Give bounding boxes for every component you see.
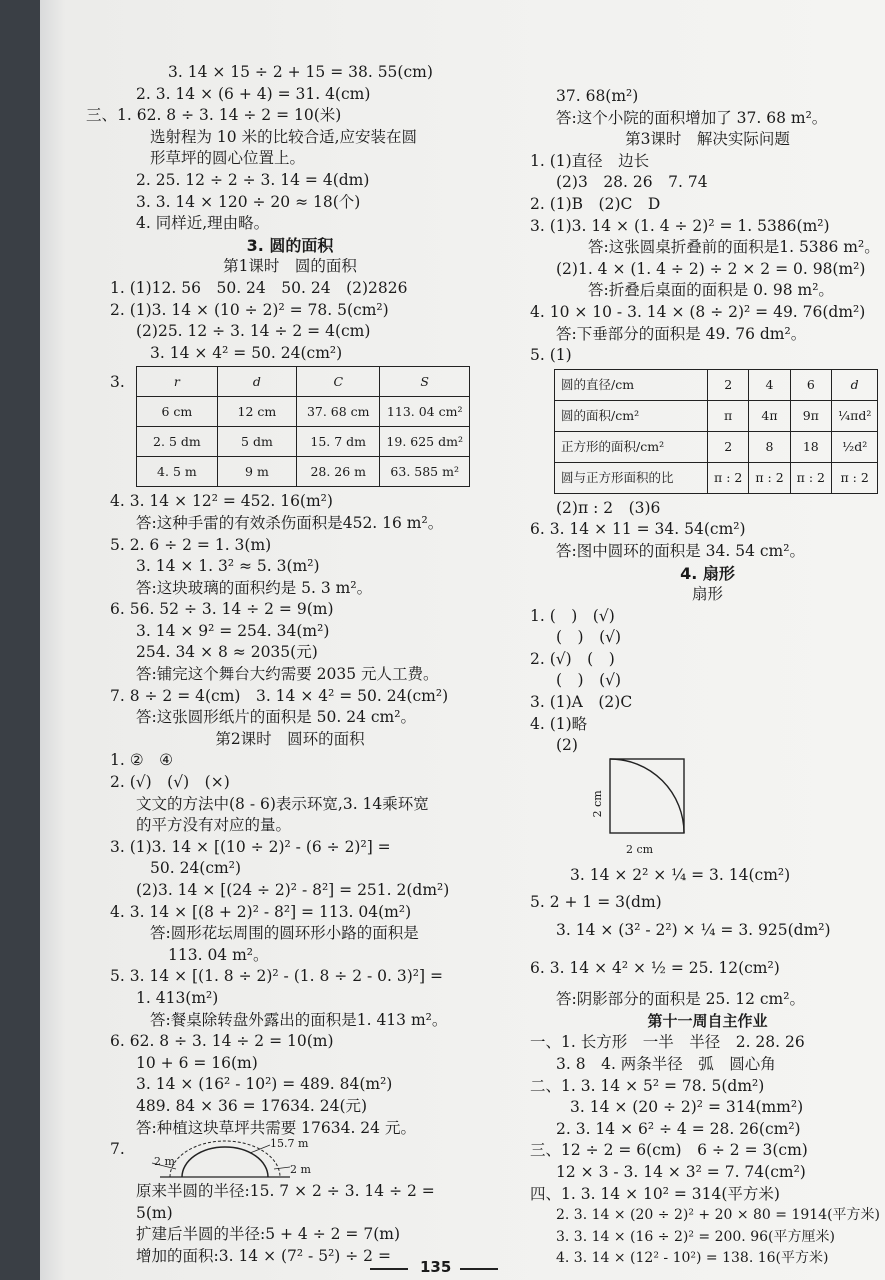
table-row [555,462,878,493]
answer-line: 489. 84 × 36 = 17634. 24(元) [136,1096,368,1115]
answer-line: 3. 14 × (3² - 2²) × ¼ = 3. 925(dm²) [556,921,831,940]
table-row [555,400,878,431]
answer-line: 答:图中圆环的面积是 34. 54 cm²。 [556,541,805,560]
answer-line: 3. 14 × 1. 3² ≈ 5. 3(m²) [136,557,320,576]
answer-line: 三、12 ÷ 2 = 6(cm) 6 ÷ 2 = 3(cm) [530,1141,808,1160]
answer-line: 答:折叠后桌面的面积是 0. 98 m²。 [588,281,834,300]
section-title: 4. 扇形 [680,563,735,583]
answer-line: ( ) (√) [556,671,622,690]
answer-line: (2)25. 12 ÷ 3. 14 ÷ 2 = 4(cm) [136,322,371,341]
right-column [530,86,885,1270]
answer-line: 254. 34 × 8 ≈ 2035(元) [136,643,318,662]
answer-line: 3. 14 × 2² × ¼ = 3. 14(cm²) [570,865,791,884]
table-header: d [217,367,296,397]
answer-line: 2. (√) ( ) [530,649,615,668]
answer-line: (2)π : 2 (3)6 [556,498,661,517]
table-row [137,397,470,427]
answer-line: 2. 3. 14 × (20 ÷ 2)² + 20 × 80 = 1914(平方米) [556,1207,881,1224]
answer-line: (2) [556,736,578,755]
table-cell: 19. 625 dm² [380,427,470,457]
answer-line: 5. 3. 14 × [(1. 8 ÷ 2)² - (1. 8 ÷ 2 - 0. 3)²] = [110,967,443,986]
answer-line: 4. (1)略 [530,714,588,733]
answer-line: 的平方没有对应的量。 [136,816,292,835]
answer-line: 3. 3. 14 × 120 ÷ 20 ≈ 18(个) [136,192,361,211]
answer-line: 3. (1)3. 14 × (1. 4 ÷ 2)² = 1. 5386(m²) [530,216,830,235]
answer-line: 三、1. 62. 8 ÷ 3. 14 ÷ 2 = 10(米) [86,106,342,125]
figure-label-left: 2 m [154,1155,175,1169]
table-cell: 2. 5 dm [137,427,218,457]
answer-line: 4. 10 × 10 - 3. 14 × (8 ÷ 2)² = 49. 76(dm²) [530,302,866,321]
answer-line: 6. 56. 52 ÷ 3. 14 ÷ 2 = 9(m) [110,600,334,619]
answer-line: 答:餐桌除转盘外露出的面积是1. 413 m²。 [150,1010,448,1029]
table-cell: 28. 26 m [297,457,380,487]
table-header: C [297,367,380,397]
table-cell: 18 [790,431,831,462]
answer-line: 1. ( ) (√) [530,606,615,625]
answer-line: 答:这个小院的面积增加了 37. 68 m²。 [556,108,828,127]
answer-line: 3. 8 4. 两条半径 弧 圆心角 [556,1055,776,1073]
table-cell: 4π [749,400,790,431]
answer-line: 4. 3. 14 × 12² = 452. 16(m²) [110,492,333,511]
answer-line: 扩建后半圆的半径:5 + 4 ÷ 2 = 7(m) [136,1225,400,1244]
section-title: 3. 圆的面积 [246,235,334,255]
answer-line: 答:下垂部分的面积是 49. 76 dm²。 [556,324,807,343]
answer-line: 3. (1)A (2)C [530,693,633,712]
lesson-title: 第3课时 解决实际问题 [625,130,790,149]
question-number: 3. [110,373,125,392]
table-cell: 2 [708,369,749,400]
answer-line: 答:这种手雷的有效杀伤面积是452. 16 m²。 [136,513,444,532]
answer-line: 答:这张圆形纸片的面积是 50. 24 cm²。 [136,708,416,727]
answer-line: 1. ② ④ [110,751,174,770]
table-cell: π : 2 [749,462,790,493]
table-header: r [137,367,218,397]
answer-line: 3. 14 × (16² - 10²) = 489. 84(m²) [136,1075,393,1094]
answer-line: 2. 25. 12 ÷ 2 ÷ 3. 14 = 4(dm) [136,170,370,189]
answer-line: 6. 3. 14 × 11 = 34. 54(cm²) [530,520,746,539]
figure-label-side: 2 cm [590,790,604,818]
answer-line: 10 + 6 = 16(m) [136,1053,258,1072]
table-header: 圆的面积/cm² [555,400,708,431]
table-row [555,369,878,400]
table-header-row [137,367,470,397]
answer-line: 3. 14 × 9² = 254. 34(m²) [136,621,330,640]
answer-line: 3. 14 × 4² = 50. 24(cm²) [150,343,343,362]
answer-line: 选射程为 10 米的比较合适,应安装在圆 [150,127,418,146]
table-cell: π [708,400,749,431]
question-3-table-block [110,366,470,487]
lesson-title: 扇形 [691,585,723,604]
table-cell: 37. 68 cm [297,397,380,427]
table-cell: 15. 7 dm [297,427,380,457]
answer-line: ( ) (√) [556,628,622,647]
answer-line: 5(m) [136,1203,173,1222]
table-cell: 113. 04 cm² [380,397,470,427]
figure-label-bottom: 2 cm [626,842,654,856]
figure-label-right: 2 m [290,1163,311,1177]
answer-line: 12 × 3 - 3. 14 × 3² = 7. 74(cm²) [556,1162,806,1181]
figure-label-top: 15.7 m [270,1137,309,1151]
page-number-rule-left [370,1268,408,1270]
page-number-rule-right [460,1268,498,1270]
answer-line: 3. (1)3. 14 × [(10 ÷ 2)² - (6 ÷ 2)²] = [110,837,391,856]
table-cell: 6 cm [137,397,218,427]
answer-line: (2)3. 14 × [(24 ÷ 2)² - 8²] = 251. 2(dm²) [136,881,450,899]
answer-line: 3. 14 × (20 ÷ 2)² = 314(mm²) [570,1098,804,1117]
answer-line: 6. 3. 14 × 4² × ½ = 25. 12(cm²) [530,958,780,977]
answer-line: 2. 3. 14 × (6 + 4) = 31. 4(cm) [136,84,371,103]
answer-line: 4. 3. 14 × [(8 + 2)² - 8²] = 113. 04(m²) [110,902,412,921]
answer-line: 4. 3. 14 × (12² - 10²) = 138. 16(平方米) [556,1250,829,1267]
semicircle-figure [110,1137,470,1181]
table-cell: 4. 5 m [137,457,218,487]
answer-line: 2. 3. 14 × 6² ÷ 4 = 28. 26(cm²) [556,1119,801,1138]
answer-line: 2. (1)B (2)C D [530,194,661,213]
answer-line: 答:这块玻璃的面积约是 5. 3 m²。 [136,578,373,597]
page-number: 135 [420,1258,452,1276]
table-header: 正方形的面积/cm² [555,431,708,462]
answer-line: 二、1. 3. 14 × 5² = 78. 5(dm²) [530,1076,765,1095]
answer-line: 答:圆形花坛周围的圆环形小路的面积是 [150,924,419,943]
answer-line: 答:这张圆桌折叠前的面积是1. 5386 m²。 [588,238,880,257]
table-cell: π : 2 [790,462,831,493]
answer-line: 3. 3. 14 × (16 ÷ 2)² = 200. 96(平方厘米) [556,1228,835,1245]
answer-line: 答:阴影部分的面积是 25. 12 cm²。 [556,990,805,1009]
answer-line: 37. 68(m²) [556,87,639,105]
answer-line: 1. 413(m²) [136,988,219,1007]
table-header: 圆与正方形面积的比 [555,462,708,493]
answer-line: 3. 14 × 15 ÷ 2 + 15 = 38. 55(cm) [168,63,433,81]
table-cell: 12 cm [217,397,296,427]
answer-line: 一、1. 长方形 一半 半径 2. 28. 26 [530,1033,805,1052]
table-cell: ½d² [831,431,877,462]
answer-line: 增加的面积:3. 14 × (7² - 5²) ÷ 2 = [136,1246,391,1265]
answer-line: 1. (1)直径 边长 [530,151,650,170]
left-column [86,62,470,1268]
answer-line: 4. 同样近,理由略。 [136,214,270,233]
answer-line: 形草坪的圆心位置上。 [150,149,306,168]
lesson-title: 第2课时 圆环的面积 [215,729,365,748]
lesson-title: 第1课时 圆的面积 [223,257,357,276]
answer-line: 2. (√) (√) (×) [110,773,230,792]
answer-line: 50. 24(cm²) [150,859,241,878]
table-header: 圆的直径/cm [555,369,708,400]
answer-line: 原来半圆的半径:15. 7 × 2 ÷ 3. 14 ÷ 2 = [136,1182,435,1201]
table-cell: 9 m [217,457,296,487]
table-cell: π : 2 [708,462,749,493]
table-cell: 4 [749,369,790,400]
table-cell: 63. 585 m² [380,457,470,487]
answer-line: 答:铺完这个舞台大约需要 2035 元人工费。 [136,665,439,684]
answer-page [40,0,885,1280]
table-cell: π : 2 [831,462,877,493]
table-cell: 2 [708,431,749,462]
answer-line: (2)1. 4 × (1. 4 ÷ 2) ÷ 2 × 2 = 0. 98(m²) [556,259,866,278]
answer-line: 5. 2 + 1 = 3(dm) [530,893,662,912]
answer-line: 2. (1)3. 14 × (10 ÷ 2)² = 78. 5(cm²) [110,300,389,319]
answer-line: (2)3 28. 26 7. 74 [556,173,708,192]
question-number: 7. [110,1140,125,1159]
table-header: S [380,367,470,397]
table-cell: 5 dm [217,427,296,457]
section-title: 第十一周自主作业 [647,1011,768,1030]
answer-line: 1. (1)12. 56 50. 24 50. 24 (2)2826 [110,278,408,297]
answer-line: 7. 8 ÷ 2 = 4(cm) 3. 14 × 4² = 50. 24(cm²) [110,686,449,705]
table-cell: d [831,369,877,400]
answer-line: 四、1. 3. 14 × 10² = 314(平方米) [530,1184,780,1203]
table-cell: 6 [790,369,831,400]
table-cell: 8 [749,431,790,462]
radius-area-table [136,366,470,487]
answer-line: 答:种植这块草坪共需要 17634. 24 元。 [136,1118,416,1137]
circle-square-table [554,369,878,494]
table-row [137,427,470,457]
table-cell: 9π [790,400,831,431]
table-row [555,431,878,462]
answer-line: 文文的方法中(8 - 6)表示环宽,3. 14乘环宽 [136,794,429,813]
table-cell: ¼πd² [831,400,877,431]
table-row [137,457,470,487]
answer-line: 6. 62. 8 ÷ 3. 14 ÷ 2 = 10(m) [110,1032,334,1051]
quarter-circle-figure [590,757,885,865]
answer-line: 5. 2. 6 ÷ 2 = 1. 3(m) [110,535,272,554]
answer-line: 113. 04 m²。 [168,945,269,964]
answer-line: 5. (1) [530,346,572,365]
